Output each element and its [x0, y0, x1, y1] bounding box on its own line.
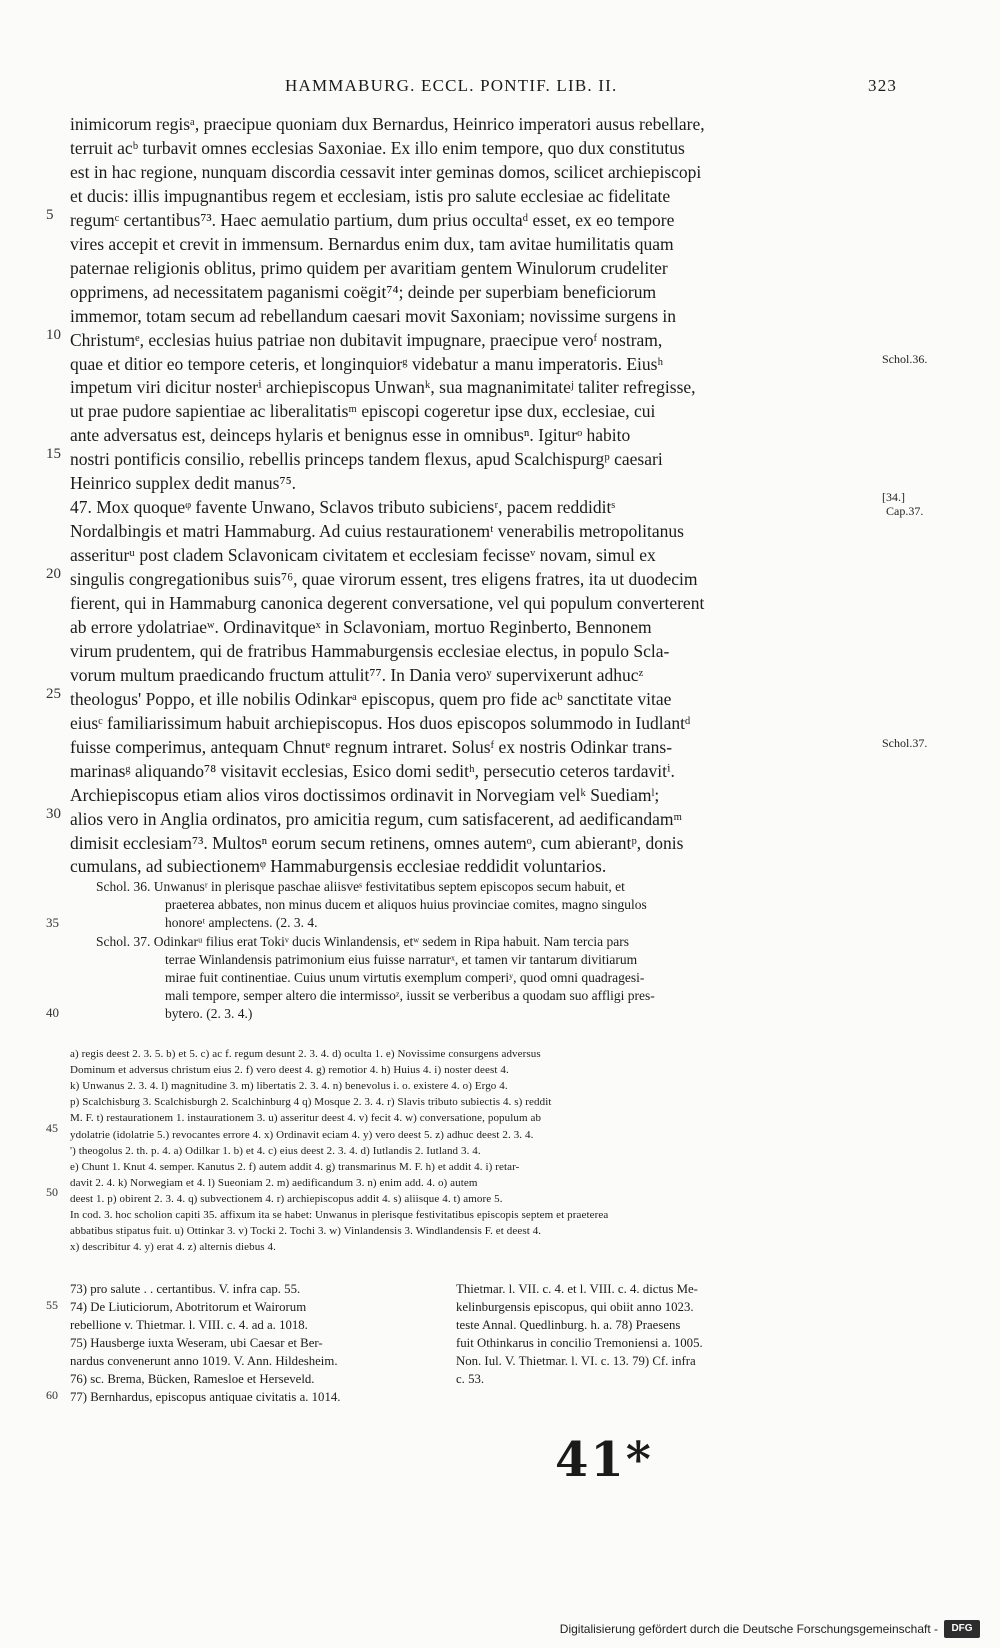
footnote-line: rebellione v. Thietmar. l. VIII. c. 4. ad a. 1018. [70, 1318, 308, 1332]
line-number: 50 [46, 1185, 58, 1199]
text-line: 47. Mox quoqueᵠ favente Unwano, Sclavos tributo subiciensʳ, pacem reddiditˢ [70, 497, 616, 518]
footnote-line: kelinburgensis episcopus, qui obiit anno 1023. [456, 1300, 694, 1314]
text-line: virum prudentem, qui de fratribus Hammaburgensis ecclesiae electus, in populo Scla- [70, 640, 670, 661]
text-line: regumᶜ certantibus⁷³. Haec aemulatio partium, dum prius occultaᵈ esset, ex eo tempore [70, 209, 675, 230]
running-header-title: HAMMABURG. ECCL. PONTIF. LIB. II. [285, 76, 618, 95]
text-line: singulis congregationibus suis⁷⁶, quae virorum essent, tres eligens fratres, ita ut duodecim [70, 569, 698, 590]
footnote-line: 74) De Liuticiorum, Abotritorum et Wairorum [70, 1300, 307, 1314]
text-line: fierent, qui in Hammaburg canonica degerent conversatione, vel qui populum converterent [70, 593, 705, 613]
text-line: inimicorum regisᵃ, praecipue quoniam dux Bernardus, Heinrico imperatori ausus rebellare, [70, 114, 705, 134]
text-line: vires accepit et crevit in immensum. Bernardus enim dux, tam avitae humilitatis quam [70, 233, 674, 254]
line-number: 15 [46, 446, 61, 462]
margin-note-chapter-number: [34.] [882, 490, 905, 504]
text-line: deest 1. p) obirent 2. 3. 4. q) subvectionem 4. r) archiepiscopus addit 4. s) aliisque 4. t) amore 5. [70, 1192, 503, 1205]
footnote-line: Thietmar. l. VII. c. 4. et l. VIII. c. 4. dictus Me- [456, 1282, 698, 1296]
text-line: marinasᵍ aliquando⁷⁸ visitavit ecclesias, Esico domi seditʰ, persecutio ceteros tardavitⁱ. [70, 760, 675, 781]
text-line: terruit acᵇ turbavit omnes ecclesias Saxoniae. Ex illo enim tempore, quo dux constitutus [70, 137, 685, 158]
text-line: terrae Winlandensis patrimonium eius fuisse narraturˣ, et tamen vir tantarum divitiarum [165, 951, 638, 967]
text-line: theologus' Poppo, et ille nobilis Odinkarᵃ episcopus, quem pro fide acᵇ sanctitate vitae [70, 688, 672, 709]
line-number: 30 [46, 806, 61, 822]
footnote-line: 76) sc. Brema, Bücken, Ramesloe et Herseveld. [70, 1372, 315, 1386]
text-line: mali tempore, semper altero die intermissoᶻ, iussit se verberibus a quodam suo affligi pres- [165, 988, 655, 1004]
margin-note-schol37: Schol.37. [882, 736, 928, 750]
text-line: k) Unwanus 2. 3. 4. l) magnitudine 3. m) libertatis 2. 3. 4. n) benevolus i. o. existere 4. o) Ergo 4. [70, 1080, 508, 1093]
text-line: davit 2. 4. k) Norwegiam et 4. l) Sueoniam 2. m) aedificandum 3. n) enim add. 4. o) autem [70, 1176, 478, 1189]
footnotes-right-column [456, 1280, 876, 1388]
text-line: eiusᶜ familiarissimum habuit archiepiscopus. Hos duos episcopos solummodo in Iudlantᵈ [70, 712, 691, 733]
text-line: dimisit ecclesiam⁷³. Multosⁿ eorum secum retinens, omnes autemᵒ, cum abierantᵖ, donis [70, 832, 684, 853]
line-number: 10 [46, 327, 61, 343]
text-line: cumulans, ad subiectionemᵠ Hammaburgensis ecclesiae reddidit voluntarios. [70, 856, 607, 877]
text-line: fuisse comperimus, antequam Chnutᵉ regnum intraret. Solusᶠ ex nostris Odinkar trans- [70, 736, 673, 757]
line-number: 25 [46, 686, 61, 702]
text-line: M. F. t) restaurationem 1. instaurationem 3. u) asseritur deest 4. v) fecit 4. w) conversatione, populum ab [70, 1112, 542, 1125]
page-number: 323 [868, 76, 898, 95]
dfg-logo: DFG [944, 1620, 980, 1638]
footnote-line: c. 53. [456, 1372, 485, 1386]
text-line: opprimens, ad necessitatem paganismi coëgit⁷⁴; deinde per superbiam beneficiorum [70, 281, 657, 302]
text-line: est in hac regione, nunquam discordia cessavit inter geminas domos, scilicet archiepiscopi [70, 161, 702, 182]
text-line: quae et ditior eo tempore ceteris, et longinquiorᵍ videbatur a manu imperatoris. Eiusʰ [70, 353, 664, 374]
footnote-line: Non. Iul. V. Thietmar. l. VI. c. 13. 79) Cf. infra [456, 1354, 696, 1368]
text-line: mirae fuit continentiae. Cuius unum virtutis exemplum comperiʸ, quod omni quadragesi- [165, 970, 645, 985]
text-line: Schol. 36. Unwanusʳ in plerisque paschae aliisveˢ festivitatibus septem episcopos secum habuit, et [96, 879, 625, 894]
text-line: et ducis: illis impugnantibus regem et ecclesiam, istis pro salute ecclesiae ac fidelitate [70, 185, 671, 206]
line-number: 60 [46, 1388, 58, 1402]
footnote-line: 73) pro salute . . certantibus. V. infra cap. 55. [70, 1282, 301, 1296]
text-line: ante adversatus est, deinceps hylaris et benignus esse in omnibusⁿ. Igiturᵒ habito [70, 425, 631, 446]
text-line: alios vero in Anglia ordinatos, pro amicitia regum, cum satisfacerent, ad aedificandamᵐ [70, 808, 683, 829]
text-line: ab errore ydolatriaeʷ. Ordinavitqueˣ in Sclavoniam, mortuo Reginberto, Bennonem [70, 616, 652, 637]
footnotes-left-column [70, 1280, 490, 1406]
text-line: a) regis deest 2. 3. 5. b) et 5. c) ac f. regum desunt 2. 3. 4. d) oculta 1. e) Novissime consurgens adversus [70, 1048, 541, 1060]
text-line: paternae religionis oblitus, primo quidem per avaritiam gentem Winulorum crudeliter [70, 257, 668, 278]
text-line: e) Chunt 1. Knut 4. semper. Kanutus 2. f) autem addit 4. g) transmarinus M. F. h) et addit 4. i) retar- [70, 1160, 520, 1173]
text-line: nostri pontificis consilio, rebellis princeps tandem flexus, apud Scalchispurgᵖ caesari [70, 449, 663, 470]
text-line: ') theogolus 2. th. p. 4. a) Odilkar 1. b) et 4. c) eius deest 2. 3. 4. d) Iutlandis 2. Iutland 3. 4. [70, 1144, 481, 1157]
footnote-line: 77) Bernhardus, episcopus antiquae civitatis a. 1014. [70, 1390, 341, 1404]
line-number: 35 [46, 915, 59, 930]
text-line: abbatibus stipatus fuit. u) Ottinkar 3. v) Tocki 2. Tochi 3. w) Vinlandensis 3. Windlandensis F. et deest 4. [70, 1225, 542, 1238]
text-line: asseriturᵘ post cladem Sclavonicam civitatem et ecclesiam fecisseᵛ novam, simul ex [70, 545, 656, 566]
text-line: ut prae pudore sapientiae ac liberalitatisᵐ episcopi cogeretur ipse dux, ecclesiae, cui [70, 401, 656, 422]
line-number: 20 [46, 566, 61, 582]
text-line: In cod. 3. hoc scholion capiti 35. affixum ita se habet: Unwanus in plerisque festivitatibus episcopis septem et praeterea [70, 1209, 609, 1221]
text-line: Christumᵉ, ecclesias huius patriae non dubitavit impugnare, praecipue veroᶠ nostram, [70, 329, 663, 350]
text-line: impetum viri dicitur nosterⁱ archiepiscopus Unwanᵏ, sua magnanimitateʲ taliter refregisse, [70, 377, 696, 398]
text-line: immemor, totam secum ad rebellandum caesari movit Saxoniam; novissime surgens in [70, 305, 677, 326]
text-line: Schol. 37. Odinkarᵘ filius erat Tokiᵛ ducis Winlandensis, etʷ sedem in Ripa habuit. Nam tercia pars [96, 933, 629, 949]
text-line: bytero. (2. 3. 4.) [165, 1006, 253, 1022]
text-line: Dominum et adversus christum eius 2. f) vero deest 4. g) remotior 4. h) Huius 4. i) noster deest 4. [70, 1064, 509, 1077]
text-line: praeterea abbates, non minus ducem et aliquos huius provinciae comites, magno singulos [165, 897, 647, 913]
margin-note-schol36: Schol.36. [882, 352, 928, 366]
footnote-line: 75) Hausberge iuxta Weseram, ubi Caesar et Ber- [70, 1336, 323, 1350]
line-number: 5 [46, 207, 54, 223]
signature-mark: 41* [555, 1432, 653, 1488]
footnote-line: nardus convenerunt anno 1019. V. Ann. Hildesheim. [70, 1354, 338, 1368]
text-line: Nordalbingis et matri Hammaburg. Ad cuius restaurationemᵗ venerabilis metropolitanus [70, 521, 684, 542]
line-number: 55 [46, 1298, 58, 1312]
footnote-line: fuit Othinkarus in concilio Tremoniensi a. 1005. [456, 1336, 703, 1350]
footer-credit-text: Digitalisierung gefördert durch die Deutsche Forschungsgemeinschaft - [559, 1622, 938, 1636]
line-number: 40 [46, 1005, 59, 1020]
digitization-footer [0, 1616, 1000, 1644]
text-line: Heinrico supplex dedit manus⁷⁵. [70, 473, 297, 494]
text-line: ydolatrie (idolatrie 5.) revocantes errore 4. x) Ordinavit eciam 4. y) vero deest 5. z) adhuc deest 2. 3. 4. [70, 1128, 534, 1141]
text-line: Archiepiscopus etiam alios viros doctissimos ordinavit in Norvegiam velᵏ Suediamˡ; [70, 784, 660, 805]
margin-note-chapter: Cap.37. [886, 504, 924, 518]
text-line: honoreᵗ amplectens. (2. 3. 4. [165, 915, 318, 931]
line-number: 45 [46, 1121, 58, 1135]
text-line: vorum multum praedicando fructum attulit⁷⁷. In Dania veroʸ supervixerunt adhucᶻ [70, 664, 644, 685]
footnote-line: teste Annal. Quedlinburg. h. a. 78) Praesens [456, 1318, 681, 1332]
text-line: p) Scalchisburg 3. Scalchisburgh 2. Scalchinburg 4 q) Mosque 2. 3. 4. r) Slavis tributo subiectis 4. s) reddit [70, 1096, 552, 1109]
text-line: x) describitur 4. y) erat 4. z) alternis diebus 4. [70, 1241, 276, 1254]
